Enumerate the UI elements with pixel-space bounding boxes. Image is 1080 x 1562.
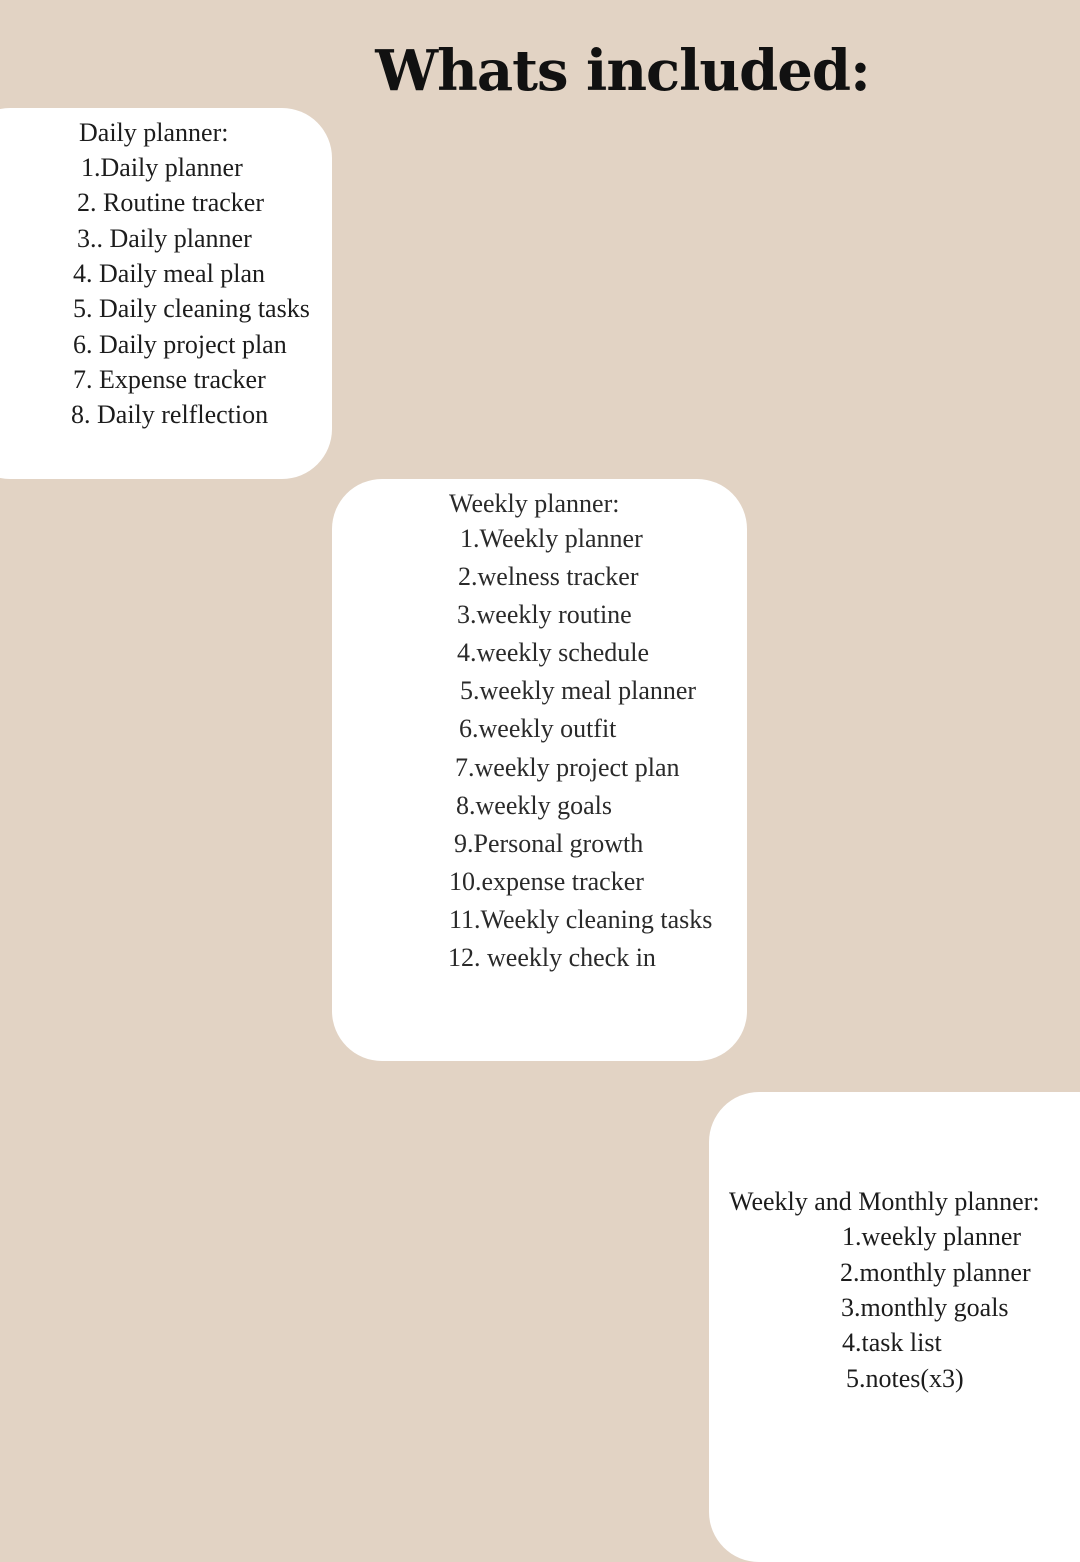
- weekly-planner-heading: Weekly planner:: [449, 489, 620, 518]
- monthly-item-1: 1.weekly planner: [842, 1222, 1022, 1251]
- daily-item-3: 3.. Daily planner: [77, 224, 252, 253]
- monthly-item-2: 2.monthly planner: [840, 1258, 1031, 1287]
- weekly-item-6: 6.weekly outfit: [459, 714, 617, 743]
- daily-item-1: 1.Daily planner: [81, 153, 243, 182]
- monthly-item-3: 3.monthly goals: [841, 1293, 1009, 1322]
- weekly-item-12: 12. weekly check in: [448, 943, 656, 972]
- weekly-monthly-planner-card: [709, 1092, 1080, 1562]
- weekly-item-1: 1.Weekly planner: [460, 524, 643, 553]
- daily-item-5: 5. Daily cleaning tasks: [73, 294, 310, 323]
- weekly-planner-card: [332, 479, 747, 1061]
- daily-item-4: 4. Daily meal plan: [73, 259, 266, 288]
- weekly-item-11: 11.Weekly cleaning tasks: [449, 905, 713, 934]
- weekly-item-2: 2.welness tracker: [458, 562, 639, 591]
- daily-item-7: 7. Expense tracker: [73, 365, 266, 394]
- monthly-item-5: 5.notes(x3): [846, 1364, 964, 1393]
- weekly-item-3: 3.weekly routine: [457, 600, 632, 629]
- weekly-monthly-planner-heading: Weekly and Monthly planner:: [729, 1187, 1040, 1216]
- weekly-item-7: 7.weekly project plan: [455, 753, 680, 782]
- weekly-item-8: 8.weekly goals: [456, 791, 612, 820]
- monthly-item-4: 4.task list: [842, 1328, 942, 1357]
- daily-planner-card: [0, 108, 332, 479]
- daily-planner-heading: Daily planner:: [79, 118, 229, 147]
- weekly-item-10: 10.expense tracker: [449, 867, 644, 896]
- weekly-item-9: 9.Personal growth: [454, 829, 644, 858]
- daily-item-2: 2. Routine tracker: [77, 188, 264, 217]
- weekly-item-5: 5.weekly meal planner: [460, 676, 697, 705]
- daily-item-6: 6. Daily project plan: [73, 330, 287, 359]
- weekly-item-4: 4.weekly schedule: [457, 638, 650, 667]
- page-title: Whats included:: [375, 38, 870, 104]
- daily-item-8: 8. Daily relflection: [71, 400, 269, 429]
